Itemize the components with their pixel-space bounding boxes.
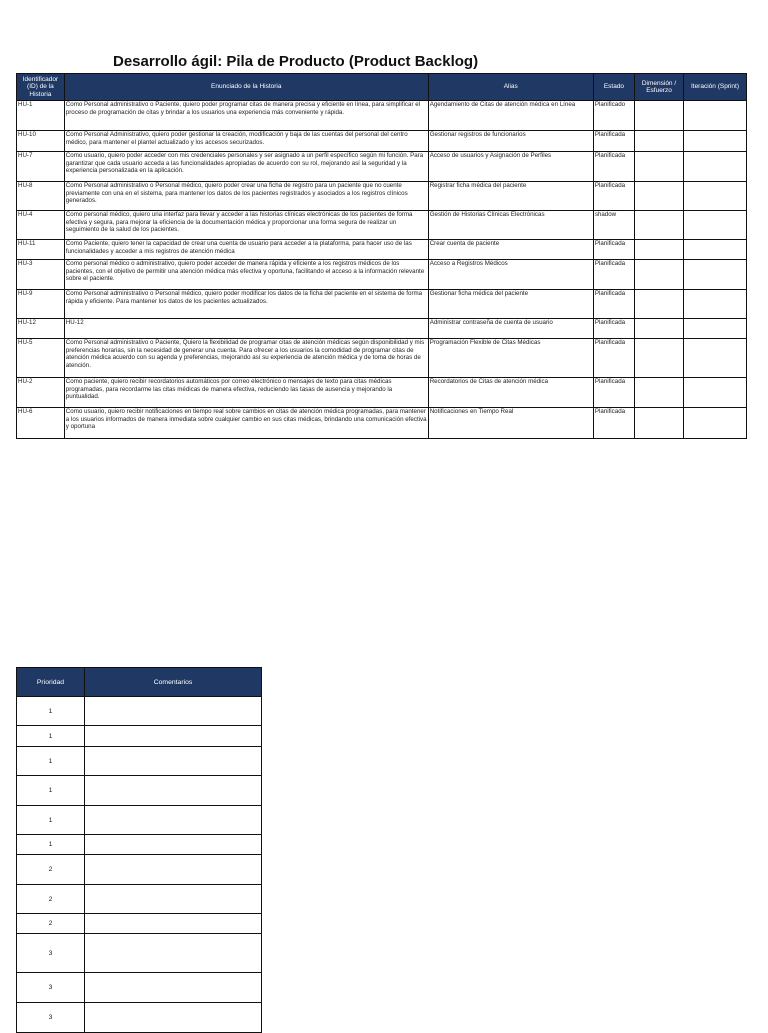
table-row <box>17 776 262 806</box>
story-id[interactable]: HU-12 <box>17 319 65 339</box>
comment-cell[interactable] <box>85 1003 262 1033</box>
story-sprint[interactable] <box>683 211 746 240</box>
story-statement[interactable]: Como personal médico, quiero una interfaz para llevar y acceder a las historias clínicas electrónicas de los pacientes de forma efectiva y segura, para mejorar la eficiencia de la documentación médica y proporcionar una forma segura de realizar un seguimiento de la salud de los pacientes. <box>64 211 428 240</box>
story-sprint[interactable] <box>683 339 746 378</box>
table-row <box>17 290 747 319</box>
priority-value[interactable]: 1 <box>17 747 85 776</box>
header-status: Estado <box>593 74 634 101</box>
comment-cell[interactable] <box>85 806 262 835</box>
story-sprint[interactable] <box>683 101 746 131</box>
priority-header-row <box>17 668 262 697</box>
story-status[interactable]: Planificada <box>593 290 634 319</box>
comment-cell[interactable] <box>85 934 262 973</box>
story-status[interactable]: Planificada <box>593 182 634 211</box>
story-statement[interactable]: Como personal médico o administrativo, quiero poder acceder de manera rápida y eficiente a los registros médicos de los pacientes, con el objetivo de permitir una atención médica más efectiva y oportuna, facilitando el acceso a la información relevante sobre el paciente. <box>64 260 428 290</box>
table-row <box>17 806 262 835</box>
priority-value[interactable]: 3 <box>17 973 85 1003</box>
story-alias[interactable]: Gestionar ficha médica del paciente <box>428 290 593 319</box>
story-statement[interactable]: Como paciente, quiero recibir recordatorios automáticos por correo electrónico o mensajes de texto para citas médicas programadas, para recordarme las citas médicas de manera efectiva, reduciendo las tasas de ausencia y mejorando la puntualidad. <box>64 378 428 408</box>
story-id[interactable]: HU-11 <box>17 240 65 260</box>
priority-value[interactable]: 2 <box>17 885 85 914</box>
priority-value[interactable]: 1 <box>17 835 85 855</box>
story-alias[interactable]: Registrar ficha médica del paciente <box>428 182 593 211</box>
story-id[interactable]: HU-2 <box>17 378 65 408</box>
table-row <box>17 855 262 885</box>
table-row <box>17 211 747 240</box>
comment-cell[interactable] <box>85 697 262 726</box>
table-row <box>17 378 747 408</box>
story-statement[interactable]: Como Personal administrativo o Paciente, quiero poder programar citas de manera precisa y eficiente en línea, para simplificar el proceso de programación de citas y brindar a los usuarios una experiencia más conveniente y rápida. <box>64 101 428 131</box>
story-statement[interactable]: HU-12 <box>64 319 428 339</box>
table-row <box>17 885 262 914</box>
story-effort[interactable] <box>635 131 684 152</box>
story-status[interactable]: Planificada <box>593 152 634 182</box>
table-row <box>17 697 262 726</box>
comment-cell[interactable] <box>85 747 262 776</box>
story-status[interactable]: Planificada <box>593 131 634 152</box>
table-row <box>17 101 747 131</box>
story-status[interactable]: Planificado <box>593 101 634 131</box>
backlog-header-row <box>17 74 747 101</box>
story-effort[interactable] <box>635 290 684 319</box>
table-row <box>17 182 747 211</box>
page-title: Desarrollo ágil: Pila de Producto (Product Backlog) <box>113 53 479 70</box>
story-effort[interactable] <box>635 240 684 260</box>
priority-value[interactable]: 1 <box>17 806 85 835</box>
story-alias[interactable]: Gestión de Historias Clínicas Electrónicas <box>428 211 593 240</box>
table-row <box>17 240 747 260</box>
story-status[interactable]: Planificada <box>593 378 634 408</box>
comment-cell[interactable] <box>85 776 262 806</box>
story-id[interactable]: HU-8 <box>17 182 65 211</box>
header-priority: Prioridad <box>17 668 85 697</box>
story-sprint[interactable] <box>683 131 746 152</box>
table-row <box>17 726 262 747</box>
story-alias[interactable]: Gestionar registros de funcionarios <box>428 131 593 152</box>
product-backlog-table <box>16 73 747 439</box>
story-statement[interactable]: Como Paciente, quiero tener la capacidad de crear una cuenta de usuario para acceder a la plataforma, para hacer uso de las funcionalidades y acceder a mis registros de atención médica <box>64 240 428 260</box>
story-alias[interactable]: Notificaciones en Tiempo Real <box>428 408 593 439</box>
story-effort[interactable] <box>635 152 684 182</box>
story-alias[interactable]: Crear cuenta de paciente <box>428 240 593 260</box>
story-statement[interactable]: Como Personal administrativo o Personal médico, quiero poder modificar los datos de la ficha del paciente en el sistema de forma rápida y eficiente. Para mantener los datos de los pacientes actualizados. <box>64 290 428 319</box>
story-sprint[interactable] <box>683 182 746 211</box>
story-statement[interactable]: Como usuario, quiero recibir notificaciones en tiempo real sobre cambios en citas de atención médica programadas, para mantener a los usuarios informados de manera inmediata sobre cualquier cambio en sus citas médicas, brindando una comunicación efectiva y oportuna <box>64 408 428 439</box>
story-status[interactable]: Planificada <box>593 339 634 378</box>
story-effort[interactable] <box>635 319 684 339</box>
priority-value[interactable]: 1 <box>17 776 85 806</box>
story-statement[interactable]: Como Personal administrativo o Paciente, Quiero la flexibilidad de programar citas de atención médicas según disponibilidad y mis preferencias horarias, sin la necesidad de generar una cuenta. Para ofrecer a los usuarios la comodidad de programar citas de atención médica acuerdo con su agenda y preferencias, mejorando así su experiencia de atención médica y de toma de horas de atención. <box>64 339 428 378</box>
table-row <box>17 914 262 934</box>
table-row <box>17 131 747 152</box>
header-statement: Enunciado de la Historia <box>64 74 428 101</box>
story-effort[interactable] <box>635 101 684 131</box>
story-effort[interactable] <box>635 378 684 408</box>
story-status[interactable]: Planificada <box>593 240 634 260</box>
story-id[interactable]: HU-4 <box>17 211 65 240</box>
priority-value[interactable]: 1 <box>17 697 85 726</box>
story-id[interactable]: HU-7 <box>17 152 65 182</box>
story-status[interactable]: shadow <box>593 211 634 240</box>
story-effort[interactable] <box>635 211 684 240</box>
comment-cell[interactable] <box>85 914 262 934</box>
story-effort[interactable] <box>635 260 684 290</box>
header-alias: Alias <box>428 74 593 101</box>
comment-cell[interactable] <box>85 726 262 747</box>
story-sprint[interactable] <box>683 260 746 290</box>
story-alias[interactable]: Programación Flexible de Citas Médicas <box>428 339 593 378</box>
story-id[interactable]: HU-10 <box>17 131 65 152</box>
priority-value[interactable]: 2 <box>17 914 85 934</box>
story-alias[interactable]: Acceso a Registros Médicos <box>428 260 593 290</box>
comment-cell[interactable] <box>85 885 262 914</box>
table-row <box>17 934 262 973</box>
story-id[interactable]: HU-6 <box>17 408 65 439</box>
priority-value[interactable]: 2 <box>17 855 85 885</box>
header-effort: Dimensión / Esfuerzo <box>635 74 684 101</box>
priority-value[interactable]: 3 <box>17 1003 85 1033</box>
comment-cell[interactable] <box>85 835 262 855</box>
header-id: Identificador (ID) de la Historia <box>17 74 65 101</box>
story-effort[interactable] <box>635 182 684 211</box>
story-alias[interactable]: Agendamiento de Citas de atención médica en Línea <box>428 101 593 131</box>
story-sprint[interactable] <box>683 319 746 339</box>
table-row <box>17 339 747 378</box>
header-comments: Comentarios <box>85 668 262 697</box>
story-status[interactable]: Planificada <box>593 319 634 339</box>
story-effort[interactable] <box>635 408 684 439</box>
story-sprint[interactable] <box>683 240 746 260</box>
story-alias[interactable]: Administrar contraseña de cuenta de usuario <box>428 319 593 339</box>
comment-cell[interactable] <box>85 855 262 885</box>
story-id[interactable]: HU-9 <box>17 290 65 319</box>
story-statement[interactable]: Como Personal Administrativo, quiero poder gestionar la creación, modificación y baja de las cuentas del personal del centro médico, para mantener el plantel actualizado y los accesos securizados. <box>64 131 428 152</box>
priority-table <box>16 667 262 1033</box>
table-row <box>17 973 262 1003</box>
story-alias[interactable]: Recordatorios de Citas de atención médica <box>428 378 593 408</box>
story-id[interactable]: HU-5 <box>17 339 65 378</box>
story-id[interactable]: HU-1 <box>17 101 65 131</box>
table-row <box>17 747 262 776</box>
table-row <box>17 408 747 439</box>
table-row <box>17 835 262 855</box>
story-sprint[interactable] <box>683 408 746 439</box>
priority-value[interactable]: 1 <box>17 726 85 747</box>
story-id[interactable]: HU-3 <box>17 260 65 290</box>
story-sprint[interactable] <box>683 378 746 408</box>
story-statement[interactable]: Como usuario, quiero poder acceder con mis credenciales personales y ser asignado a un perfil específico según mi función. Para garantizar que cada usuario acceda a las funcionalidades apropiadas de acuerdo con su rol, mejorando así la seguridad y la experiencia personalizada en la aplicación. <box>64 152 428 182</box>
comment-cell[interactable] <box>85 973 262 1003</box>
story-statement[interactable]: Como Personal administrativo o Personal médico, quiero poder crear una ficha de registro para un paciente que no cuente previamente con una en el sistema, para mantener los datos de los pacientes registrados y asociados a los registros clínicos generados. <box>64 182 428 211</box>
table-row <box>17 152 747 182</box>
story-alias[interactable]: Acceso de usuarios y Asignación de Perfiles <box>428 152 593 182</box>
story-effort[interactable] <box>635 339 684 378</box>
story-status[interactable]: Planificada <box>593 260 634 290</box>
story-sprint[interactable] <box>683 152 746 182</box>
table-row <box>17 1003 262 1033</box>
story-status[interactable]: Planificada <box>593 408 634 439</box>
table-row <box>17 319 747 339</box>
header-sprint: Iteración (Sprint) <box>683 74 746 101</box>
table-row <box>17 260 747 290</box>
priority-value[interactable]: 3 <box>17 934 85 973</box>
story-sprint[interactable] <box>683 290 746 319</box>
